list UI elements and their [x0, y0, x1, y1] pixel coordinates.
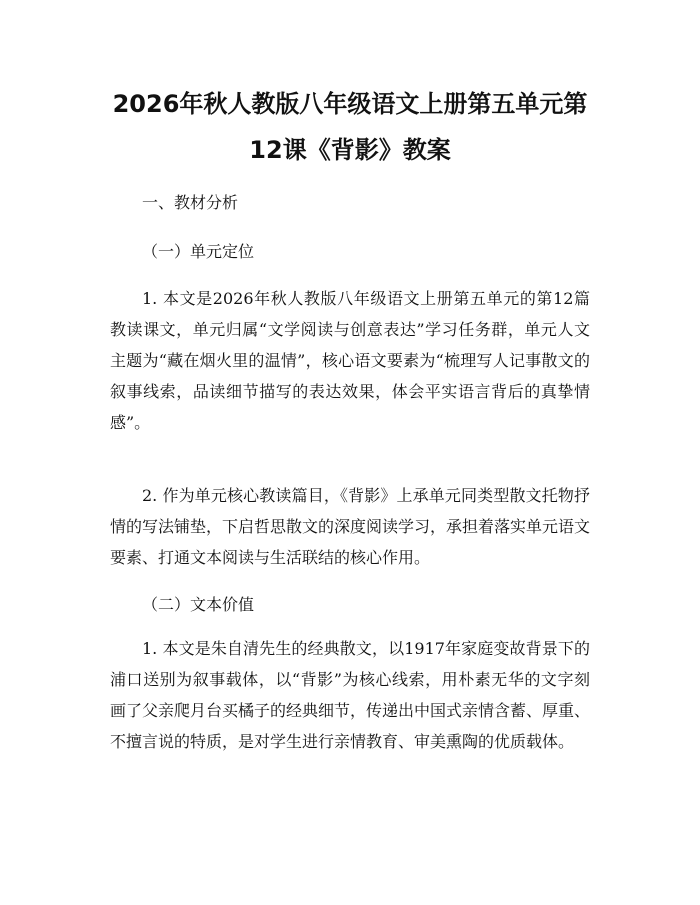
paragraph-text-value-1: 1. 本文是朱自清先生的经典散文，以1917年家庭变故背景下的浦口送别为叙事载体，以“背影”为核心线索，用朴素无华的文字刻画了父亲爬月台买橘子的经典细节，传递出中国式亲情含蓄、厚重、不擅言说的特质，是对学生进行亲情教育、审美熏陶的优质载体。 — [110, 639, 591, 751]
section-heading-textbook-analysis: 一、教材分析 — [142, 193, 239, 212]
subsection-heading-text-value: （二）文本价值 — [142, 595, 255, 614]
document-title-line-2: 12课《背影》教案 — [249, 136, 451, 164]
document-title-line-1: 2026年秋人教版八年级语文上册第五单元第 — [112, 90, 588, 118]
paragraph-unit-position-2: 2. 作为单元核心教读篇目，《背影》上承单元同类型散文托物抒情的写法铺垫，下启哲思散文的深度阅读学习，承担着落实单元语文要素、打通文本阅读与生活联结的核心作用。 — [110, 486, 591, 567]
paragraph-unit-position-1: 1. 本文是2026年秋人教版八年级语文上册第五单元的第12篇教读课文，单元归属“文学阅读与创意表达”学习任务群，单元人文主题为“藏在烟火里的温情”，核心语文要素为“梳理写人记事散文的叙事线索，品读细节描写的表达效果，体会平实语言背后的真挚情感”。 — [110, 289, 590, 432]
subsection-heading-unit-position: （一）单元定位 — [142, 242, 255, 261]
